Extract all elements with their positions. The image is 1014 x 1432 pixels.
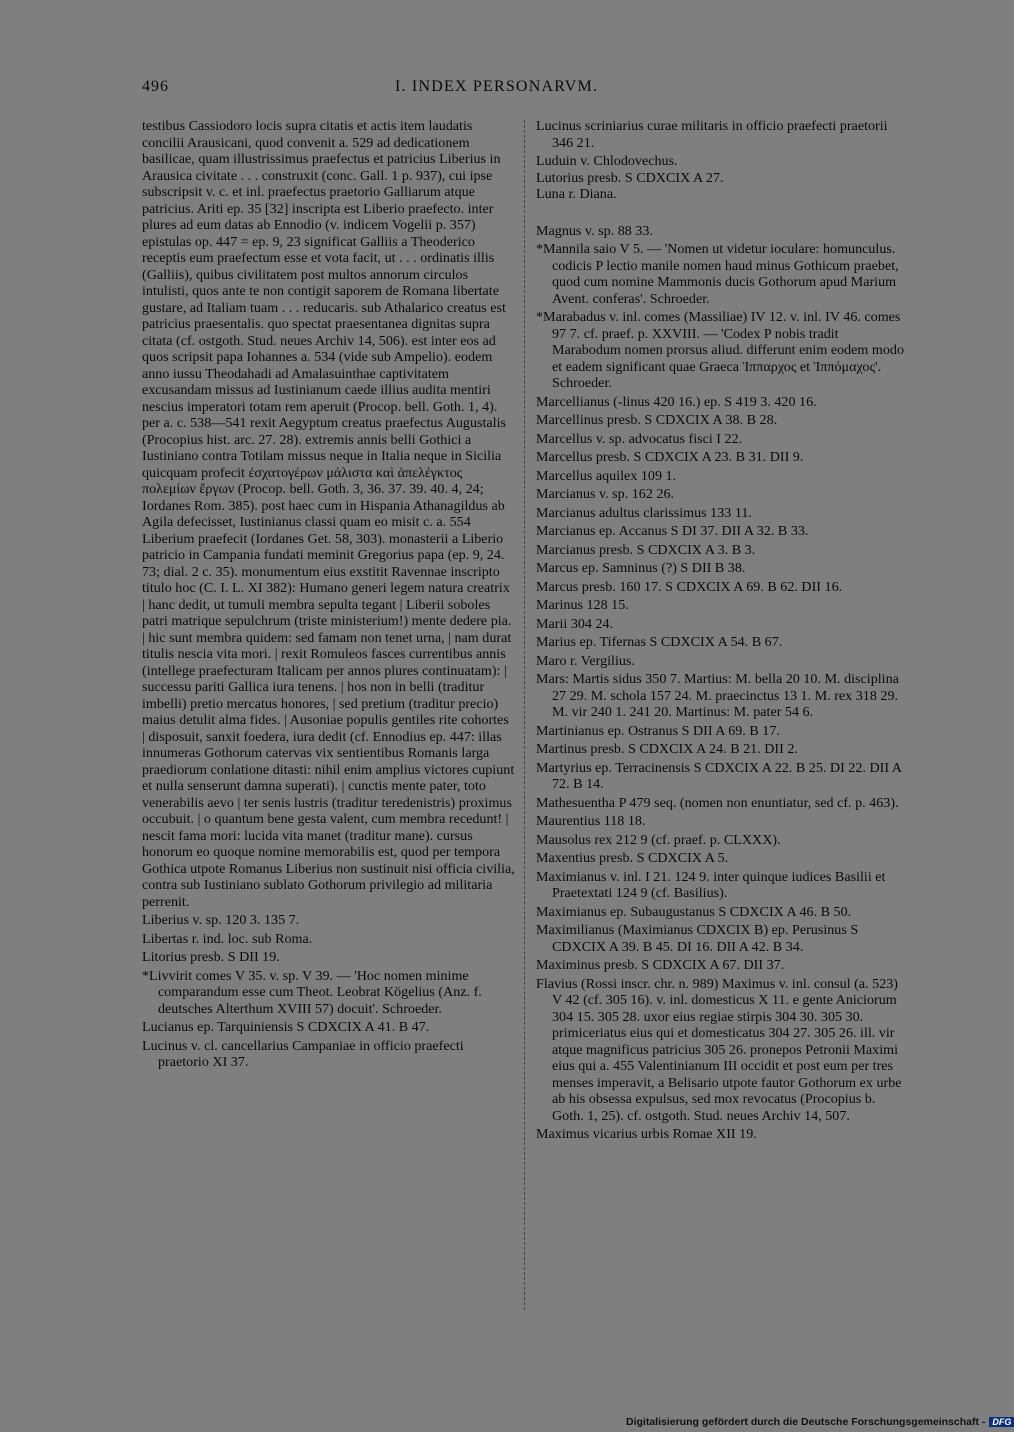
index-entry: Maximilianus (Maximianus CDXCIX B) ep. Perusinus S CDXCIX A 39. B 45. DI 16. DII A 42. B 34.: [536, 922, 862, 955]
index-entry: Maurentius 118 18.: [536, 813, 646, 829]
index-entry: Marcianus v. sp. 162 26.: [536, 486, 675, 502]
index-entry: Marinus 128 15.: [536, 597, 629, 613]
right-column: [536, 118, 906, 1145]
footer-text: Digitalisierung gefördert durch die Deutsche Forschungsgemeinschaft -: [626, 1416, 986, 1428]
index-entry: *Livvirit comes V 35. v. sp. V 39. — 'Hoc nomen minime comparandum esse cum Theot. Leobrat Kögelius (Anz. f. deutsches Alterthum XVIII 57) docuit'. Schroeder.: [142, 967, 486, 1017]
index-entry: Magnus v. sp. 88 33.: [536, 222, 653, 239]
index-entry: Maximianus ep. Subaugustanus S CDXCIX A 46. B 50.: [536, 903, 852, 920]
page-number: 496: [142, 78, 169, 95]
index-entry: Maximinus presb. S CDXCIX A 67. DII 37.: [536, 957, 785, 973]
index-entry: Lucianus ep. Tarquiniensis S CDXCIX A 41. B 47.: [142, 1019, 430, 1035]
index-entry: Marcellus aquilex 109 1.: [536, 467, 677, 484]
index-entry: *Marabadus v. inl. comes (Massiliae) IV 12. v. inl. IV 46. comes 97 7. cf. praef. p. XXVIII. — 'Codex P nobis tradit Marabodum nomen prorsus aliud. differunt enim eodem modo et eadem significant quae Graeca Ἱππαρχος et Ἱππόμαχος'. Schroeder.: [536, 309, 908, 391]
index-entry: Marcellinus presb. S CDXCIX A 38. B 28.: [536, 412, 778, 428]
index-entry: Marcellianus (-linus 420 16.) ep. S 419 3. 420 16.: [536, 393, 817, 410]
index-entry: Marcus ep. Samninus (?) S DII B 38.: [536, 560, 746, 576]
page-header: [142, 78, 852, 100]
column-divider: [524, 120, 526, 1310]
index-entry: Martinus presb. S CDXCIX A 24. B 21. DII 2.: [536, 741, 798, 757]
index-entry: Marcellus v. sp. advocatus fisci I 22.: [536, 430, 743, 447]
index-entry: Flavius (Rossi inscr. chr. n. 989) Maximus v. inl. consul (a. 523) V 42 (cf. 305 16). v. inl. domesticus X 11. e gente Aniciorum 304 15. 305 28. uxor eius regiae stirpis 304 30. 305 30. primiceriatus eius qui et domesticatus 304 27. 305 26. ill. vir atque magnificus patricius 305 26. pronepos Petronii Maximi eius qui a. 455 Valentinianum III occidit et post eum per tres menses imperavit, a Belisario utpote fautor Gothorum ex urbe ab his obsessa expulsus, sed mox revocatus (Procopius b. Goth. 1, 25). cf. ostgoth. Stud. neues Archiv 14, 507.: [536, 975, 906, 1124]
index-entry: Maximus vicarius urbis Romae XII 19.: [536, 1126, 757, 1142]
index-entry: Mausolus rex 212 9 (cf. praef. p. CLXXX).: [536, 831, 781, 848]
index-entry: Marcianus presb. S CDXCIX A 3. B 3.: [536, 541, 756, 558]
index-entry: Maximianus v. inl. I 21. 124 9. inter quinque iudices Basilii et Praetextati 124 9 (cf. Basilius).: [536, 868, 889, 901]
index-entry: Marcus presb. 160 17. S CDXCIX A 69. B 62. DII 16.: [536, 578, 843, 595]
index-entry: Marius ep. Tifernas S CDXCIX A 54. B 67.: [536, 634, 783, 650]
index-entry: Marcellus presb. S CDXCIX A 23. B 31. DII 9.: [536, 449, 804, 465]
index-entry: Mathesuentha P 479 seq. (nomen non enuntiatur, sed cf. p. 463).: [536, 794, 899, 811]
index-entry: Libertas r. ind. loc. sub Roma.: [142, 930, 313, 947]
index-entry: Lutorius presb. S CDXCIX A 27.: [536, 169, 724, 186]
digitization-credit: [626, 1416, 1012, 1432]
index-entry: Mars: Martis sidus 350 7. Martius: M. bella 20 10. M. disciplina 27 29. M. schola 157 24. M. praecinctus 13 1. M. rex 318 29. M. vir 240 1. 241 20. Martinus: M. pater 54 6.: [536, 671, 903, 720]
index-entry: Liberius v. sp. 120 3. 135 7.: [142, 912, 300, 928]
running-head: I. INDEX PERSONARVM.: [395, 78, 599, 95]
index-entry: Martyrius ep. Terracinensis S CDXCIX A 22. B 25. DI 22. DII A 72. B 14.: [536, 759, 905, 792]
index-entry: Maxentius presb. S CDXCIX A 5.: [536, 850, 729, 866]
index-entry: Marii 304 24.: [536, 615, 614, 632]
index-entry: Maro r. Vergilius.: [536, 652, 635, 669]
index-entry: Martinianus ep. Ostranus S DII A 69. B 17.: [536, 722, 780, 739]
index-entry: Luna r. Diana.: [536, 186, 617, 202]
left-column: [142, 118, 519, 1073]
index-entry: Marcianus adultus clarissimus 133 11.: [536, 504, 752, 521]
index-entry: *Mannila saio V 5. — 'Nomen ut videtur ioculare: homunculus. codicis P lectio manile nomen haud minus Gothicum praebet, quod cum nomine Mammonis ducis Gothorum apud Marium Avent. conferas'. Schroeder.: [536, 241, 903, 307]
index-entry: Marcianus ep. Accanus S DI 37. DII A 32. B 33.: [536, 523, 809, 539]
dfg-logo: DFG: [989, 1417, 1014, 1427]
index-entry: Lucinus scriniarius curae militaris in officio praefecti praetorii 346 21.: [536, 118, 892, 151]
index-entry: Lucinus v. cl. cancellarius Campaniae in officio praefecti praetorio XI 37.: [142, 1037, 468, 1070]
index-entry-continuation: testibus Cassiodoro locis supra citatis et actis item laudatis concilii Arausicani, quod convenit a. 529 ad dedicationem basilicae, quam illustrissimus praefectus et patricius Liberius in Arausica civitate . . . construxit (conc. Gall. 1 p. 937), cui ipse subscripsit v. c. et inl. praefectus praetorio Galliarum atque patricius. Ariti ep. 35 [32] inscripta est Liberio praefecto. inter plures ad eum datas ab Ennodio (v. indicem Vogelii p. 357) epistulas op. 447 = ep. 9, 23 significat Galliis a Theoderico receptis eum praefectum esse et vota facit, ut . . . ordinatis illis (Galliis), quibus civilitatem post multos annorum circulos intulisti, quos ante te non contigit saporem de Romana libertate gustare, ad Italiam tuam . . . reducaris. sub Athalarico creatus est patricius praesentalis. quo spectat praesentanea dignitas supra citata (cf. ostgoth. Stud. neues Archiv 14, 506). est inter eos ad quos scripsit papa Iohannes a. 534 (vide sub Ampelio). eodem anno iussu Theodahadi ad Amalasuinthae captivitatem excusandam missus ad Iustinianum caede illius audita mentiri nescius imperatori totam rem aperuit (Procop. bell. Goth. 1, 4). per a. c. 538—541 rexit Aegyptum creatus praefectus Augustalis (Procopius hist. arc. 27. 28). extremis annis belli Gothici a Iustiniano contra Totilam missus neque in Italia neque in Sicilia quicquam profecit ἐσχατογέρων μάλιστα καὶ ἀπελέγκτος πολεμίων ἔργων (Procop. bell. Goth. 3, 36. 37. 39. 40. 4, 24; Iordanes Rom. 385). post haec cum in Hispania Athanagildus ab Agila defecisset, Iustinianus classi quam eo misit c. a. 554 Liberium praefecit (Iordanes Get. 58, 303). monasterii a Liberio patricio in Campania fundati meminit Gregorius papa (ep. 9, 24. 73; dial. 2 c. 35). monumentum eius exstitit Ravennae inscripto titulo hoc (C. I. L. XI 382): Humano generi legem natura creatrix | hanc dedit, ut tumuli membra sepulta tegant | Liberii soboles patri matrique sepulchrum (triste ministerium!) mente dedere pia. | hic sunt membra quidem: sed famam non tenet urna, | nam durat titulis nescia vita mori. | rexit Romuleos fasces currentibus annis (intellege praefecturam Italicam per annos plures continuatam): | successu pariti Gallica iura tenens. | hos non in belli (traditur imbelli) pretio mercatus honores, | sed pretium (traditur precio) maius detulit alma fides. | Ausoniae populis gentiles rite cohortes | disposuit, sanxit foedera, iura dedit (cf. Ennodius ep. 447: illas innumeras Gothorum catervas vix sentientibus Romanis larga praediorum conlatione ditasti: nihil enim amplius victores cupiunt et nulla senserunt damna superati). | cunctis mente pater, toto venerabilis aevo | ter senis lustris (traditur teredenistris) proximus occubuit. | o quantum bene gesta valent, cum membra recedunt! | nescit fama mori: lucida vita manet (traditur mane). cursus honorum eo quoque nomine memorabilis est, quod per tempora Gothica utpote Romanus Liberius non sustinuit nisi officia civilia, contra sub Iustiniano sublato Gothorum privilegio ad militaria perrenit.: [142, 118, 519, 910]
index-entry: Litorius presb. S DII 19.: [142, 949, 280, 965]
index-entry: Luduin v. Chlodovechus.: [536, 153, 678, 169]
